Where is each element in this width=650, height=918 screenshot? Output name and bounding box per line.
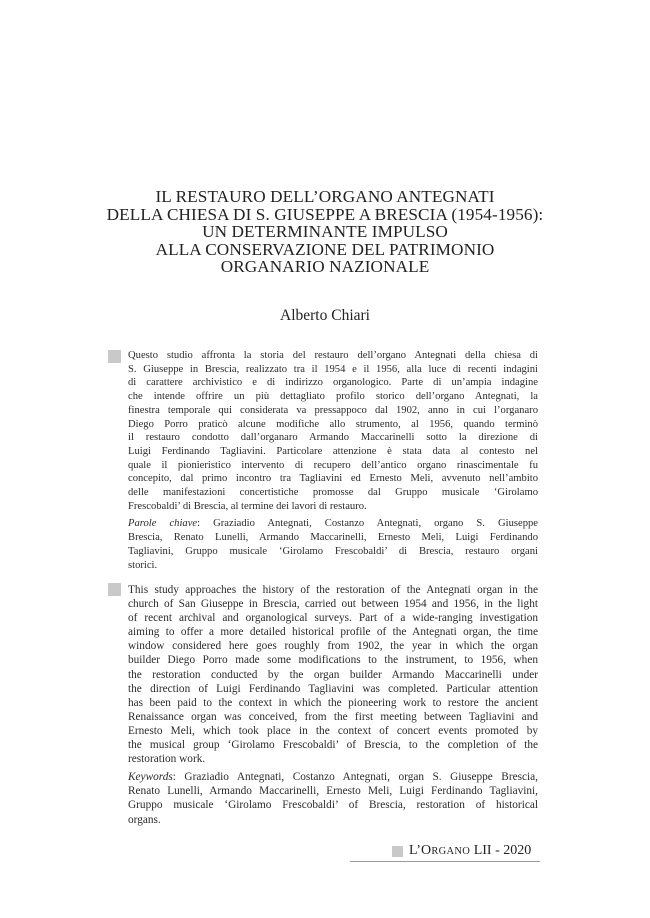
abstract-line: the restoration conducted by the organ builder Armando Maccarinelli under bbox=[128, 668, 538, 681]
abstract-line: window considered here goes roughly from 1902, the year in which the organ bbox=[128, 640, 538, 653]
abstract-line: of recent archival and organological surveys. Part of a wide-ranging investigation bbox=[128, 612, 538, 625]
abstract-line: Frescobaldi’ di Brescia, al termine dei lavori di restauro. bbox=[128, 500, 367, 512]
footer-rule bbox=[350, 861, 540, 862]
abstract-line: Ernesto Meli, which took place in the context of concert events promoted by bbox=[128, 724, 538, 737]
abstract-line: This study approaches the history of the restoration of the Antegnati organ in the bbox=[128, 584, 538, 596]
keywords-text: : Graziadio Antegnati, Costanzo Antegnati, organ S. Giuseppe Brescia, bbox=[172, 771, 538, 784]
abstract-line: Renaissance organ was conceived, from the first meeting between Tagliavini and bbox=[128, 710, 538, 723]
journal-citation bbox=[409, 843, 531, 859]
abstract-line: aiming to offer a more detailed historical profile of the Antegnati organ, the time bbox=[128, 626, 538, 639]
article-title bbox=[60, 188, 590, 276]
abstract-line: il restauro condotto dall’organaro Armando Maccarinelli sotto la direzione di bbox=[128, 432, 538, 444]
keywords-line: Renato Lunelli, Armando Maccarinelli, Ernesto Meli, Luigi Ferdinando Tagliavini, bbox=[128, 785, 538, 798]
abstract-line: che intende offrire un più dettagliato profilo storico dell’organo Antegnati, la bbox=[128, 391, 538, 403]
abstract-line: quale il pionieristico intervento di recupero dell’antico organo rinascimentale fu bbox=[128, 459, 538, 471]
abstract-line: the musical group ‘Girolamo Frescobaldi’ of Brescia, to the completion of the bbox=[128, 739, 538, 752]
abstract-line: delle manifestazioni concertistiche promosse dal Gruppo musicale ‘Girolamo bbox=[128, 487, 538, 499]
title-line: ORGANARIO NAZIONALE bbox=[220, 257, 430, 277]
keywords-line: Brescia, Renato Lunelli, Armando Maccarinelli, Ernesto Meli, Luigi Ferdinando bbox=[128, 532, 538, 544]
keywords-line bbox=[128, 770, 538, 784]
page-footer bbox=[0, 845, 650, 869]
abstract-line: S. Giuseppe in Brescia, realizzato tra il 1954 e il 1956, alla luce di recenti indagini bbox=[128, 363, 538, 375]
abstract-line: finestra temporale qui considerata va pressappoco dal 1902, anno in cui l’organaro bbox=[128, 404, 538, 416]
journal-name-prefix: L’ bbox=[409, 843, 421, 858]
journal-volume-year: LII - 2020 bbox=[470, 843, 532, 858]
keywords-english bbox=[128, 770, 538, 826]
section-marker-square-icon bbox=[108, 583, 121, 596]
abstract-line: restoration work. bbox=[128, 753, 206, 766]
abstract-line: the direction of Luigi Ferdinando Tagliavini was completed. Particular attention bbox=[128, 682, 538, 695]
keywords-italian bbox=[128, 517, 538, 572]
keywords-label: Parole chiave bbox=[128, 518, 198, 530]
keywords-line: storici. bbox=[128, 559, 158, 571]
footer-square-icon bbox=[392, 846, 403, 857]
abstract-line: church of San Giuseppe in Brescia, carried out between 1954 and 1956, in the light bbox=[128, 598, 538, 611]
abstract-line: Luigi Ferdinando Tagliavini. Particolare attenzione è stata data al contesto nel bbox=[128, 445, 538, 457]
abstract-line: Diego Porro praticò alcune modifiche allo strumento, al 1956, quando terminò bbox=[128, 418, 538, 430]
abstract-line: di carattere archivistico e di indirizzo organologico. Parte di un’ampia indagine bbox=[128, 377, 538, 389]
keywords-line: organs. bbox=[128, 813, 161, 826]
keywords-line bbox=[128, 517, 538, 531]
title-line: ALLA CONSERVAZIONE DEL PATRIMONIO bbox=[155, 239, 495, 259]
abstract-line: Questo studio affronta la storia del restauro dell’organo Antegnati della chiesa di bbox=[128, 350, 538, 361]
abstract-italian bbox=[128, 349, 538, 572]
keywords-text: : Graziadio Antegnati, Costanzo Antegnati, organo S. Giuseppe bbox=[197, 518, 538, 530]
abstract-line: has been paid to the context in which the pioneering work to restore the ancient bbox=[128, 696, 538, 709]
keywords-line: Tagliavini, Gruppo musicale ‘Girolamo Frescobaldi’ di Brescia, restauro organi bbox=[128, 545, 538, 557]
keywords-line: Gruppo musicale ‘Girolamo Frescobaldi’ of Brescia, restoration of historical bbox=[128, 799, 538, 812]
keywords-label: Keywords bbox=[128, 771, 173, 784]
abstract-english bbox=[128, 583, 538, 827]
title-line: IL RESTAURO DELL’ORGANO ANTEGNATI bbox=[155, 187, 495, 206]
author-name: Alberto Chiari bbox=[280, 307, 370, 324]
title-line: UN DETERMINANTE IMPULSO bbox=[202, 222, 448, 242]
abstract-line: builder Diego Porro made some modifications to the instrument, to 1956, when bbox=[128, 654, 538, 667]
title-line: DELLA CHIESA DI S. GIUSEPPE A BRESCIA (1954-1956): bbox=[106, 204, 544, 224]
section-marker-square-icon bbox=[108, 350, 121, 363]
abstract-line: concepito, dal primo incontro tra Tagliavini ed Ernesto Meli, avvenuto nell’ambito bbox=[128, 473, 538, 485]
journal-name-smallcaps: ORGANO bbox=[420, 843, 471, 858]
